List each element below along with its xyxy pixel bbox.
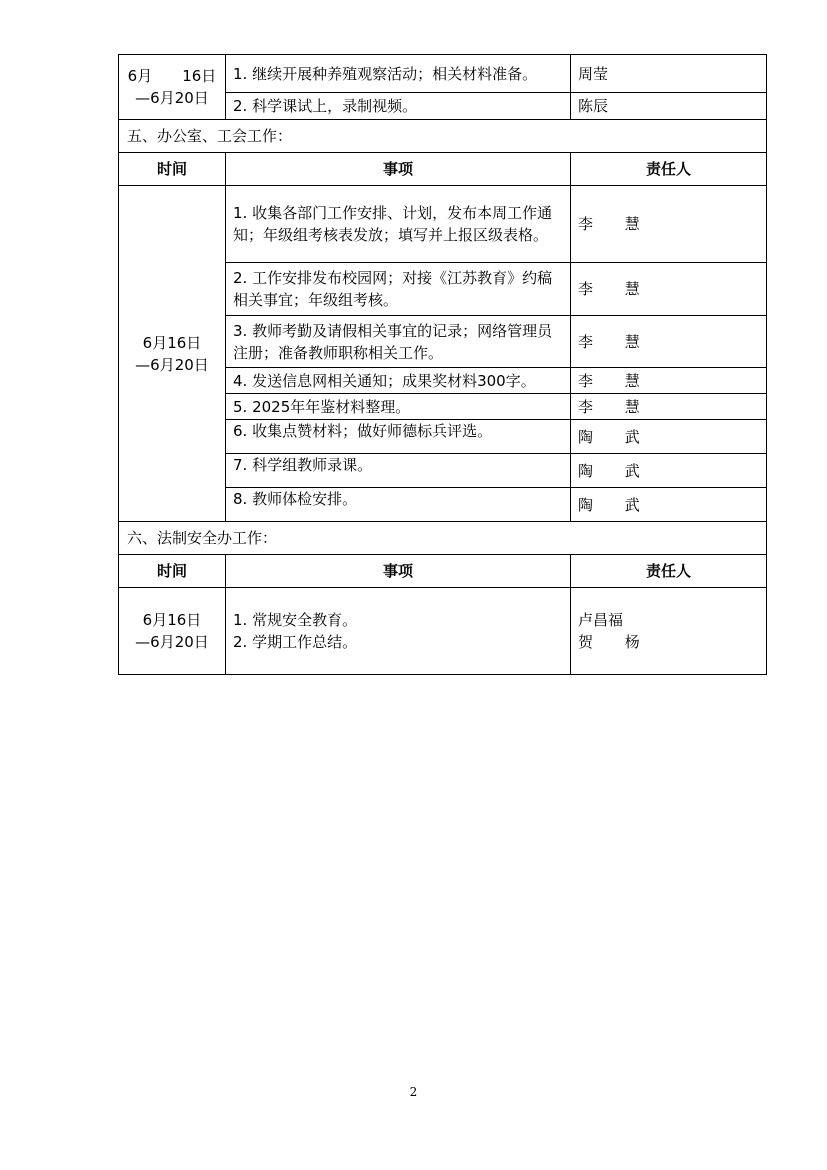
table-row	[119, 588, 767, 675]
person-cell: 李 慧	[571, 186, 767, 263]
person-cell: 李 慧	[571, 316, 767, 368]
time-line: 6月16日	[142, 611, 202, 629]
item-cell: 2. 工作安排发布校园网；对接《江苏教育》约稿相关事宜；年级组考核。	[226, 263, 571, 316]
time-line: —6月20日	[135, 89, 209, 107]
item-cell: 8. 教师体检安排。	[226, 488, 571, 522]
time-line: —6月20日	[135, 633, 209, 651]
person-cell: 李 慧	[571, 394, 767, 420]
person-cell: 李 慧	[571, 368, 767, 394]
header-time: 时间	[119, 555, 226, 588]
item-cell: 6. 收集点赞材料；做好师德标兵评选。	[226, 420, 571, 454]
page-number: 2	[409, 1085, 418, 1099]
item-cell: 2. 科学课试上，录制视频。	[226, 93, 571, 120]
item-cell: 1. 继续开展种养殖观察活动；相关材料准备。	[226, 55, 571, 93]
item-line: 1. 常规安全教育。	[233, 611, 358, 629]
header-person: 责任人	[571, 153, 767, 186]
person-cell: 陶 武	[571, 454, 767, 488]
time-cell	[119, 588, 226, 675]
person-cell	[571, 588, 767, 675]
time-cell	[119, 186, 226, 522]
table-header-row	[119, 555, 767, 588]
section-title-row	[119, 522, 767, 555]
item-cell: 3. 教师考勤及请假相关事宜的记录；网络管理员注册；准备教师职称相关工作。	[226, 316, 571, 368]
person-line: 卢昌福	[578, 611, 624, 629]
time-line: 6月16日	[142, 333, 202, 352]
section-title-row	[119, 120, 767, 153]
header-item: 事项	[226, 153, 571, 186]
item-cell: 1. 收集各部门工作安排、计划，发布本周工作通知；年级组考核表发放；填写并上报区级表格。	[226, 186, 571, 263]
person-cell: 周莹	[571, 55, 767, 93]
person-line: 贺 杨	[578, 633, 654, 651]
section-title: 六、法制安全办工作：	[119, 522, 767, 555]
time-line: 6月 16日	[127, 67, 217, 85]
header-time: 时间	[119, 153, 226, 186]
person-cell: 陈辰	[571, 93, 767, 120]
table-row	[119, 186, 767, 263]
time-line: —6月20日	[135, 355, 209, 374]
header-item: 事项	[226, 555, 571, 588]
item-cell	[226, 588, 571, 675]
table-header-row	[119, 153, 767, 186]
header-person: 责任人	[571, 555, 767, 588]
schedule-table	[118, 54, 767, 675]
table-row	[119, 55, 767, 93]
time-cell	[119, 55, 226, 120]
item-line: 2. 学期工作总结。	[233, 633, 358, 651]
item-cell: 7. 科学组教师录课。	[226, 454, 571, 488]
section-title: 五、办公室、工会工作：	[119, 120, 767, 153]
item-cell: 5. 2025年年鉴材料整理。	[226, 394, 571, 420]
item-cell: 4. 发送信息网相关通知；成果奖材料300字。	[226, 368, 571, 394]
person-cell: 陶 武	[571, 420, 767, 454]
person-cell: 陶 武	[571, 488, 767, 522]
person-cell: 李 慧	[571, 263, 767, 316]
